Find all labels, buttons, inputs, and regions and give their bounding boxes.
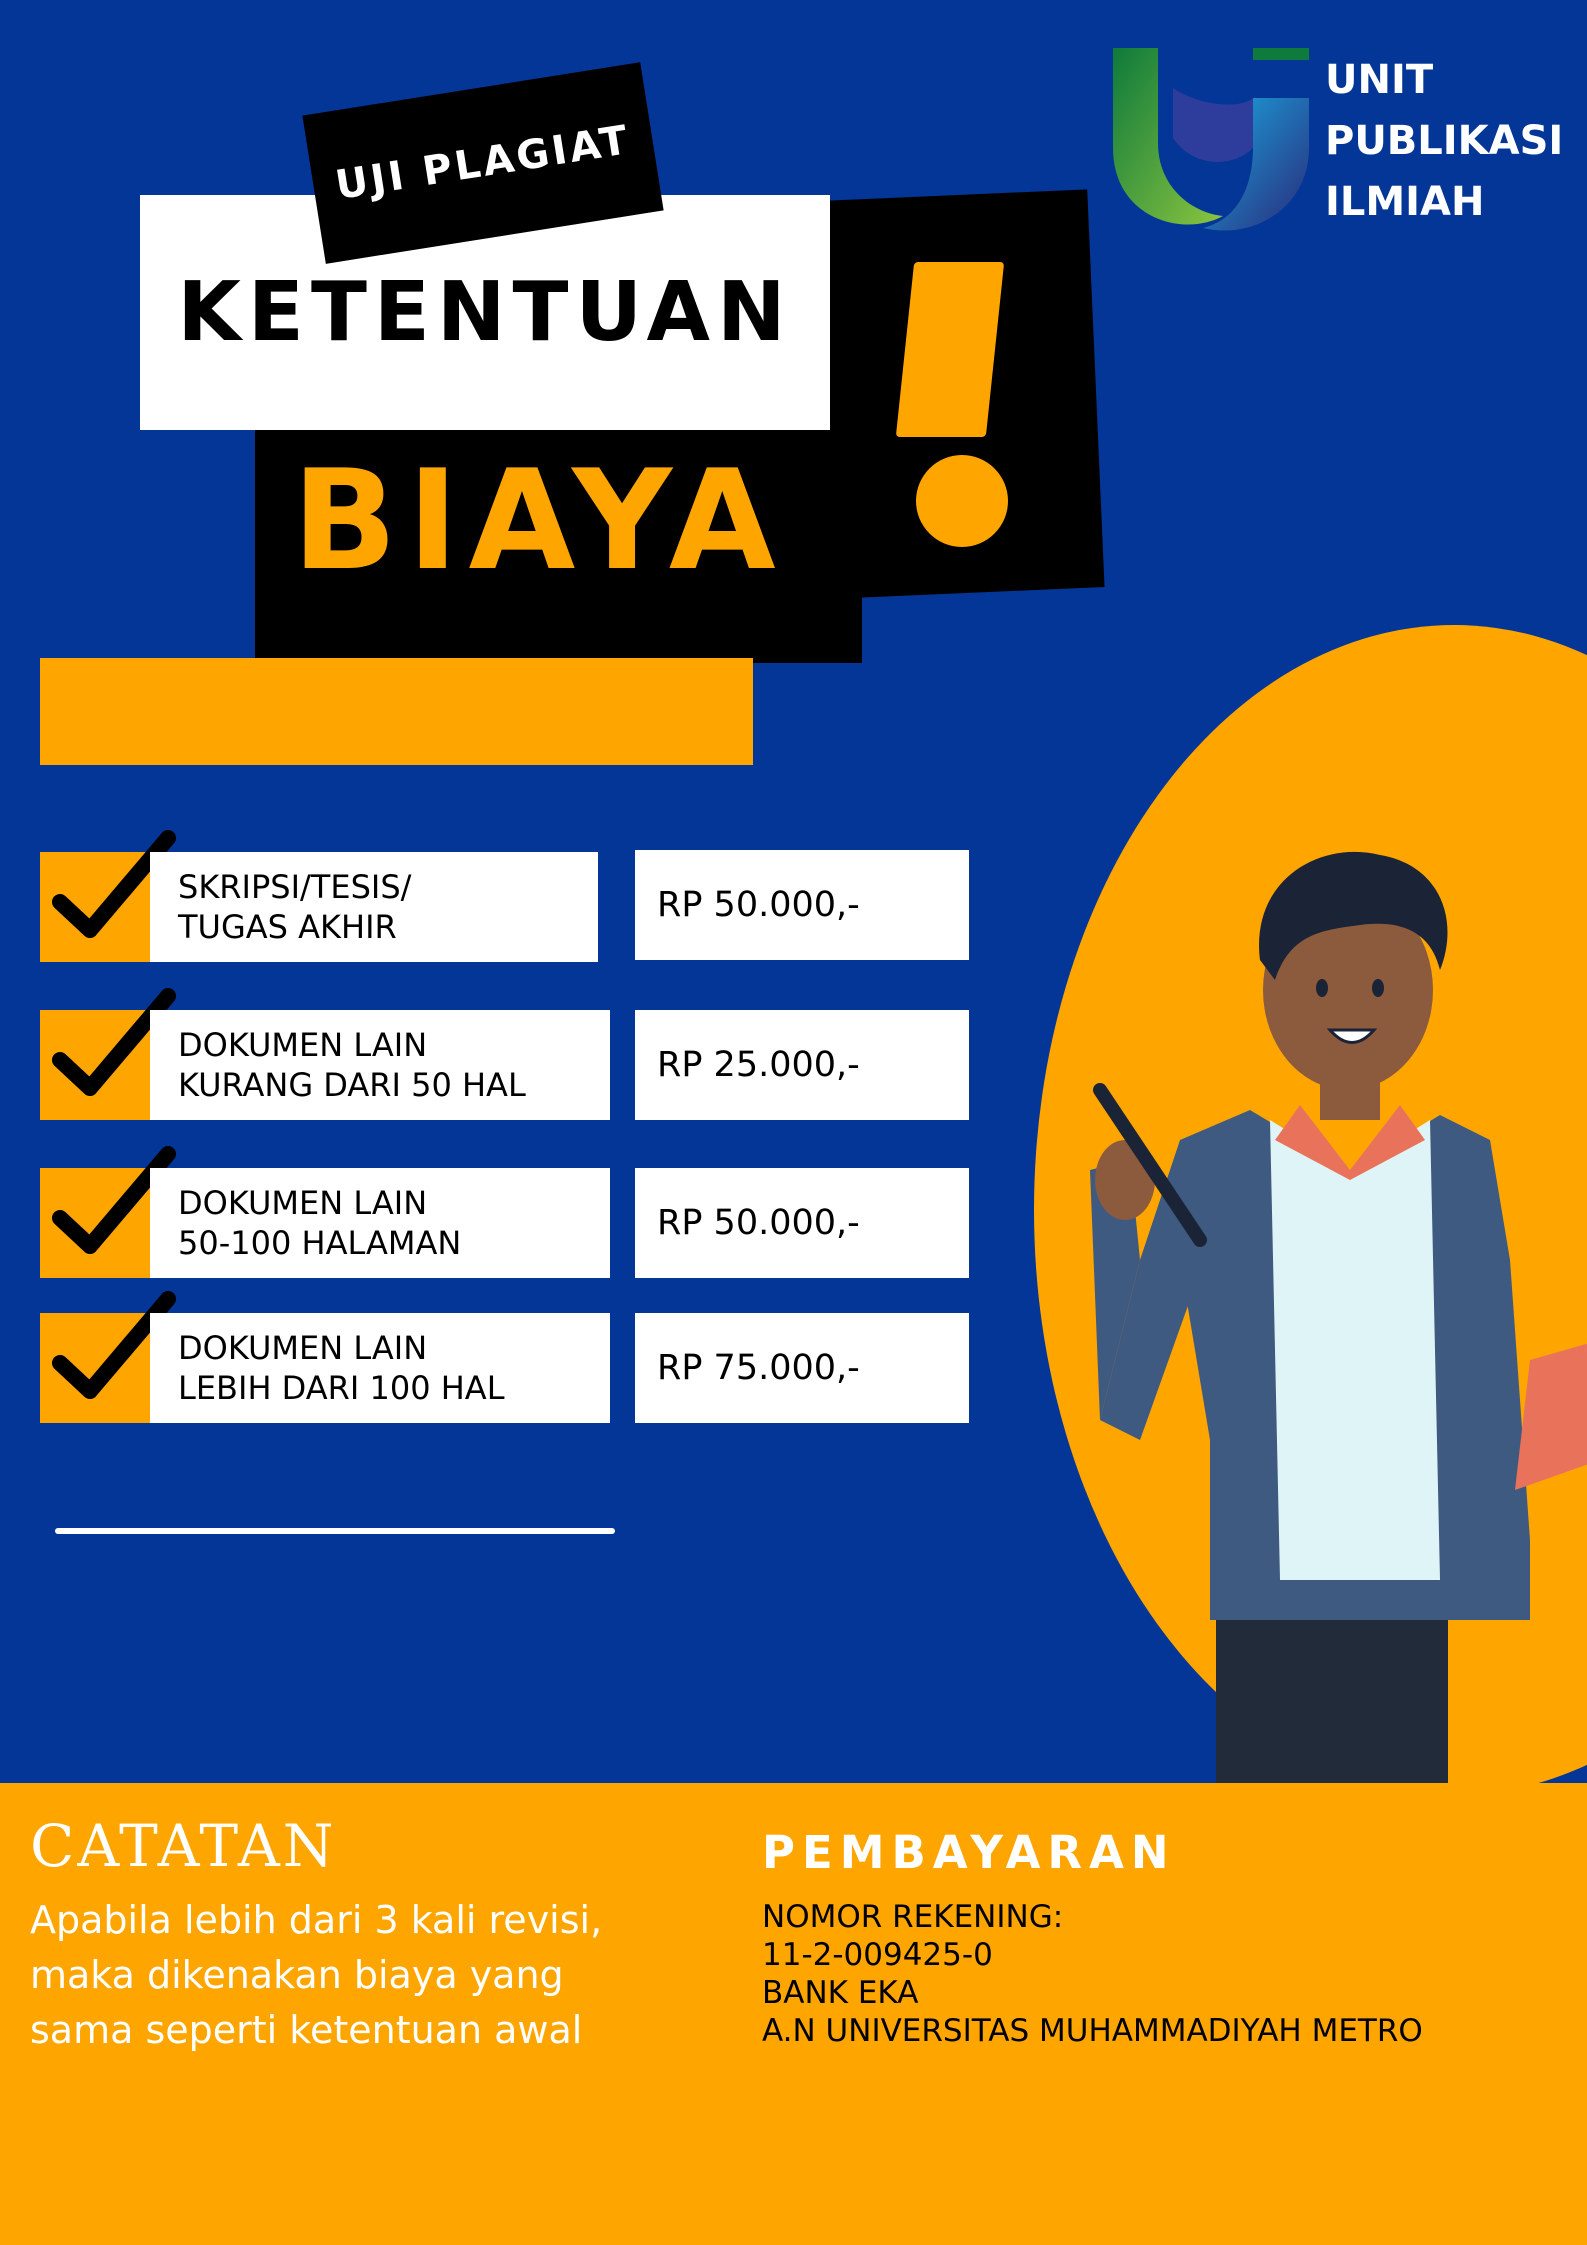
catatan-title: CATATAN <box>30 1812 337 1880</box>
fee-label-line-2: TUGAS AKHIR <box>178 908 397 946</box>
fee-label-line-2: LEBIH DARI 100 HAL <box>178 1369 505 1407</box>
fee-label-line-1: DOKUMEN LAIN <box>178 1329 428 1367</box>
fee-row-1-price-box <box>635 850 969 960</box>
fee-label-line-2: KURANG DARI 50 HAL <box>178 1066 526 1104</box>
logo-line-3: ILMIAH <box>1325 179 1485 225</box>
divider-line <box>55 1528 615 1534</box>
fee-row-1-label <box>150 852 598 962</box>
fee-label-line-1: DOKUMEN LAIN <box>178 1184 428 1222</box>
fee-label-line-1: DOKUMEN LAIN <box>178 1026 428 1064</box>
ketentuan-title: KETENTUAN <box>177 265 793 360</box>
fee-price: RP 50.000,- <box>657 1203 860 1243</box>
logo-u-icon <box>1113 48 1309 240</box>
exclamation-dot <box>916 455 1008 547</box>
fee-row-3-price-box <box>635 1168 969 1278</box>
fee-row-4-check <box>40 1313 150 1423</box>
pembayaran-line-1: NOMOR REKENING: <box>762 1899 1064 1935</box>
catatan-line-1: Apabila lebih dari 3 kali revisi, <box>30 1898 603 1942</box>
pembayaran-line-3: BANK EKA <box>762 1975 919 2011</box>
fee-price: RP 50.000,- <box>657 885 860 925</box>
fee-row-1-check <box>40 852 150 962</box>
catatan-line-2: maka dikenakan biaya yang <box>30 1953 564 1997</box>
fee-row-3-label <box>150 1168 610 1278</box>
logo-line-1: UNIT <box>1325 57 1434 103</box>
fee-row-4-price-box <box>635 1313 969 1423</box>
fee-row-2-price-box <box>635 1010 969 1120</box>
fee-price: RP 25.000,- <box>657 1045 860 1085</box>
fee-label-line-1: SKRIPSI/TESIS/ <box>178 868 412 906</box>
fee-price: RP 75.000,- <box>657 1348 860 1388</box>
logo-line-2: PUBLIKASI <box>1325 118 1564 164</box>
exclamation-icon <box>896 262 1004 437</box>
pembayaran-title: PEMBAYARAN <box>762 1826 1176 1879</box>
biaya-title: BIAYA <box>292 440 786 601</box>
logo-text <box>1325 50 1563 233</box>
orange-strip-decoration <box>40 658 753 765</box>
pembayaran-line-2: 11-2-009425-0 <box>762 1937 993 1973</box>
fee-row-2-label <box>150 1010 610 1120</box>
fee-row-4-label <box>150 1313 610 1423</box>
fee-row-2-check <box>40 1010 150 1120</box>
person-illustration <box>1060 840 1587 1790</box>
fee-label-line-2: 50-100 HALAMAN <box>178 1224 462 1262</box>
uji-plagiat-label: UJI PLAGIAT <box>332 116 634 210</box>
fee-row-3-check <box>40 1168 150 1278</box>
pembayaran-line-4: A.N UNIVERSITAS MUHAMMADIYAH METRO <box>762 2013 1423 2049</box>
catatan-line-3: sama seperti ketentuan awal <box>30 2008 583 2052</box>
